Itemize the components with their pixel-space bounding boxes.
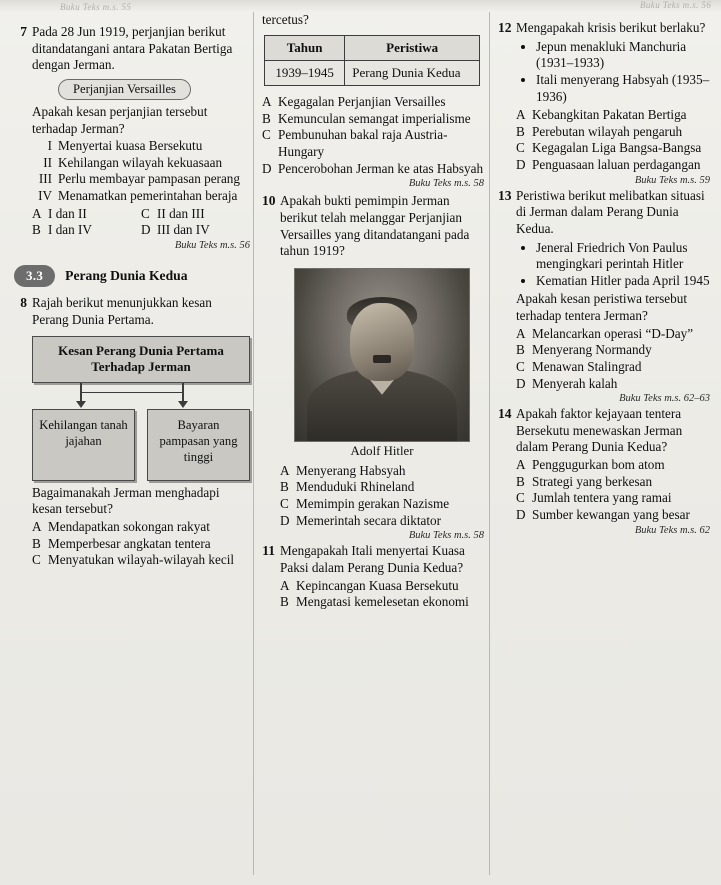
question-12-stem: Mengapakah krisis berikut berlaku? (516, 20, 706, 35)
table-header-event: Peristiwa (345, 35, 480, 60)
treaty-label-versailles: Perjanjian Versailles (58, 79, 191, 100)
option-c[interactable]: C Memimpin gerakan Nazisme (280, 496, 450, 511)
column-2 (262, 0, 484, 613)
option-b[interactable]: B I dan IV (32, 222, 92, 238)
option-b[interactable]: B Perebutan wilayah pengaruh (516, 123, 683, 139)
option-c[interactable]: C II dan III (141, 205, 205, 221)
question-13-number: 13 (498, 187, 512, 203)
bullet-item: • Jepun menakluki Manchuria (1931–1933) (536, 39, 710, 72)
question-8-prompt: Bagaimanakah Jerman menghadapi kesan tersebut? (32, 484, 220, 517)
question-8 (14, 295, 250, 569)
question-12-options (516, 107, 710, 174)
option-a[interactable]: A Kepincangan Kuasa Bersekutu (280, 577, 459, 593)
question-12-bullets (516, 39, 710, 106)
bullet-item: • Itali menyerang Habsyah (1935–1936) (536, 72, 710, 105)
question-13-stem: Peristiwa berikut melibatkan situasi di Jerman dalam Perang Dunia Kedua. (516, 187, 705, 236)
question-7-prompt: Apakah kesan perjanjian tersebut terhadap Jerman? (32, 103, 208, 136)
events-table (264, 35, 480, 87)
question-8-options (32, 519, 250, 569)
question-12 (498, 20, 710, 186)
option-a[interactable]: A Penggugurkan bom atom (516, 457, 665, 472)
section-heading-3-3 (14, 265, 250, 287)
statement-item: I Menyertai kuasa Bersekutu (47, 138, 203, 154)
question-14 (498, 406, 710, 535)
question-14-number: 14 (498, 406, 512, 422)
question-10 (262, 193, 484, 541)
question-13-prompt: Apakah kesan peristiwa tersebut terhadap tentera Jerman? (516, 291, 688, 323)
table-cell-year: 1939–1945 (265, 60, 345, 85)
statement-item: IV Menamatkan pemerintahan beraja (38, 188, 238, 203)
question-14-options (516, 457, 710, 524)
column-3 (498, 0, 710, 538)
question-7-statements (32, 138, 250, 205)
question-9-source: Buku Teks m.s. 58 (408, 178, 484, 190)
flow-arrows (32, 383, 250, 409)
section-badge: 3.3 (14, 265, 55, 287)
option-a[interactable]: A Melancarkan operasi “D-Day” (516, 325, 694, 341)
question-11-stem: Mengapakah Itali menyertai Kuasa Paksi dalam Perang Dunia Kedua? (280, 543, 465, 575)
option-a[interactable]: A I dan II (32, 205, 87, 221)
question-7-options (32, 206, 250, 239)
question-13-source: Buku Teks m.s. 62–63 (619, 393, 710, 405)
question-9-stem-fragment: tercetus? (262, 12, 309, 27)
bullet-item: • Jeneral Friedrich Von Paulus mengingkari perintah Hitler (536, 240, 710, 273)
option-b[interactable]: B Kemunculan semangat imperialisme (262, 110, 471, 126)
table-header-row (265, 35, 480, 60)
option-d[interactable]: D Penguasaan laluan perdagangan (516, 157, 701, 172)
question-8-stem: Rajah berikut menunjukkan kesan Perang Dunia Pertama. (32, 294, 212, 327)
ghost-source-top-right: Buku Teks m.s. 56 (640, 0, 712, 10)
question-14-stem: Apakah faktor kejayaan tentera Bersekutu menewaskan Jerman dalam Perang Dunia Kedua? (516, 406, 683, 455)
option-d[interactable]: D Pencerobohan Jerman ke atas Habsyah (262, 160, 484, 176)
option-d[interactable]: D Menyerah kalah (516, 375, 618, 391)
option-c[interactable]: C Pembunuhan bakal raja Austria-Hungary (262, 127, 448, 159)
question-7-stem: Pada 28 Jun 1919, perjanjian berikut ditandatangani antara Pakatan Bertiga dengan Jerman. (32, 24, 233, 73)
flow-diagram (32, 336, 250, 481)
statement-item: III Perlu membayar pampasan perang (38, 171, 240, 187)
question-8-number: 8 (20, 294, 27, 310)
option-a[interactable]: A Kebangkitan Pakatan Bertiga (516, 107, 687, 123)
question-12-source: Buku Teks m.s. 59 (634, 174, 710, 186)
option-b[interactable]: B Mengatasi kemelesetan ekonomi (280, 594, 469, 610)
question-13-bullets (516, 240, 710, 290)
table-cell-event: Perang Dunia Kedua (345, 60, 480, 85)
column-divider-1 (253, 12, 254, 875)
option-b[interactable]: B Menyerang Normandy (516, 342, 652, 358)
question-11-number: 11 (262, 543, 275, 559)
question-7-source: Buku Teks m.s. 56 (174, 239, 250, 251)
option-d[interactable]: D Sumber kewangan yang besar (516, 506, 690, 522)
column-divider-2 (489, 12, 490, 875)
table-row (265, 60, 480, 85)
option-c[interactable]: C Jumlah tentera yang ramai (516, 490, 672, 506)
statement-item: II Kehilangan wilayah kekuasaan (43, 154, 223, 170)
question-10-stem: Apakah bukti pemimpin Jerman berikut telah melanggar Perjanjian Versailles yang ditandatangani pada tahun 1919? (280, 193, 470, 259)
question-10-options (280, 463, 484, 530)
option-a[interactable]: A Mendapatkan sokongan rakyat (32, 518, 210, 534)
portrait-photo-adolf-hitler (294, 268, 470, 442)
flow-box-2: Bayaran pampasan yang tinggi (147, 409, 250, 481)
question-10-source: Buku Teks m.s. 58 (408, 530, 484, 542)
option-b[interactable]: B Strategi yang berkesan (516, 473, 653, 489)
ghost-source-top-left: Buku Teks m.s. 55 (60, 2, 132, 12)
question-13-options (516, 326, 710, 393)
option-d[interactable]: D III dan IV (141, 222, 210, 238)
option-b[interactable]: B Menduduki Rhineland (280, 479, 415, 495)
question-11-options (280, 578, 484, 611)
option-c[interactable]: C Menyatukan wilayah-wilayah kecil (32, 552, 235, 568)
question-13 (498, 188, 710, 405)
question-14-source: Buku Teks m.s. 62 (634, 524, 710, 536)
option-a[interactable]: A Menyerang Habsyah (280, 462, 406, 478)
table-header-year: Tahun (265, 35, 345, 60)
option-c[interactable]: C Kegagalan Liga Bangsa-Bangsa (516, 140, 702, 156)
question-12-number: 12 (498, 20, 512, 35)
section-title: Perang Dunia Kedua (65, 267, 188, 283)
flow-box-1: Kehilangan tanah jajahan (32, 409, 135, 481)
option-b[interactable]: B Memperbesar angkatan tentera (32, 535, 211, 551)
photo-caption: Adolf Hitler (350, 443, 414, 458)
question-10-number: 10 (262, 193, 276, 209)
question-7-number: 7 (20, 24, 27, 39)
column-1 (14, 0, 250, 571)
flow-top-box: Kesan Perang Dunia Pertama Terhadap Jerman (32, 336, 250, 383)
question-11 (262, 543, 484, 611)
option-a[interactable]: A Kegagalan Perjanjian Versailles (262, 94, 446, 110)
option-c[interactable]: C Menawan Stalingrad (516, 358, 642, 374)
option-d[interactable]: D Memerintah secara diktator (280, 512, 441, 528)
flow-bottom-row (32, 409, 250, 481)
question-7 (14, 24, 250, 251)
question-9-options (262, 94, 484, 177)
bullet-item: • Kematian Hitler pada April 1945 (536, 273, 710, 290)
